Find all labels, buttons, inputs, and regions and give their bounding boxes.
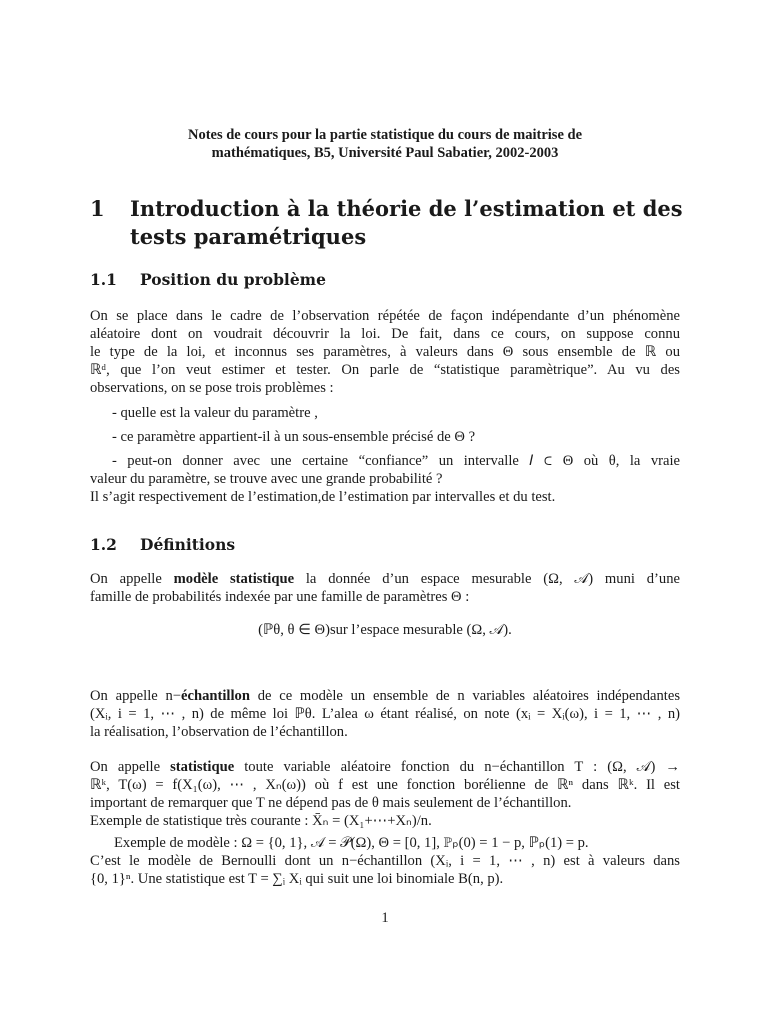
definition-statistique xyxy=(90,758,680,830)
section-1-2-title: Définitions xyxy=(140,535,236,554)
term-echantillon: échantillon xyxy=(181,688,250,704)
definition-model xyxy=(90,570,680,606)
model-example-line-1: Exemple de modèle : Ω = {0, 1}, 𝒜 = 𝒫(Ω), Θ = [0, 1], ℙₚ(0) = 1 − p, ℙₚ(1) = p. xyxy=(114,835,589,851)
page-number: 1 xyxy=(381,910,389,926)
section-1-1-number: 1.1 xyxy=(90,270,117,289)
text-fragment: de ce modèle un ensemble de n variables aléatoires indépendantes xyxy=(249,688,680,704)
definition-statistique-line-3: important de remarquer que T ne dépend pas de θ mais seulement de l’échantillon. xyxy=(90,795,572,811)
definition-echantillon-line-1 xyxy=(90,687,680,705)
paragraph-line: On se place dans le cadre de l’observation répétée de façon indépendante d’un phénomène xyxy=(90,308,680,324)
paragraph-line: aléatoire dont on voudrait découvrir la loi. De fait, dans ce cours, on suppose connu xyxy=(90,326,680,342)
summary-line: Il s’agit respectivement de l’estimation,de l’estimation par intervalles et du test. xyxy=(90,489,556,505)
document-header xyxy=(90,126,680,162)
model-example-line-3: {0, 1}ⁿ. Une statistique est T = ∑ᵢ Xᵢ qui suit une loi binomiale B(n, p). xyxy=(90,871,504,887)
section-1-1-title: Position du problème xyxy=(140,270,326,289)
model-example xyxy=(90,834,680,888)
section-1-2-number: 1.2 xyxy=(90,535,117,554)
display-equation: (ℙθ, θ ∈ Θ)sur l’espace mesurable (Ω, 𝒜). xyxy=(258,622,512,638)
problem-item-2: - ce paramètre appartient-il à un sous-ensemble précisé de Θ ? xyxy=(112,429,476,445)
text-fragment: toute variable aléatoire fonction du n−échantillon T : (Ω, 𝒜) → xyxy=(234,759,681,775)
model-example-line-2: C’est le modèle de Bernoulli dont un n−échantillon (Xᵢ, i = 1, ⋯ , n) est à valeurs dans xyxy=(90,853,680,869)
problem-item-1: - quelle est la valeur du paramètre , xyxy=(112,405,318,421)
problem-item-3-line-2: valeur du paramètre, se trouve avec une grande probabilité ? xyxy=(90,471,443,487)
term-modele-statistique: modèle statistique xyxy=(173,571,295,587)
section-1-number: 1 xyxy=(90,196,105,221)
text-fragment: la donnée d’un espace mesurable (Ω, 𝒜) muni d’une xyxy=(294,571,680,587)
text-fragment: On appelle n− xyxy=(90,688,182,704)
header-line-1: Notes de cours pour la partie statistique du cours de maitrise de xyxy=(187,127,583,143)
header-line-2: mathématiques, B5, Université Paul Sabatier, 2002-2003 xyxy=(211,145,559,161)
paragraph-line: le type de la loi, et inconnus ses paramètres, à valeurs dans Θ sous ensemble de ℝ ou xyxy=(90,344,680,360)
problem-item-3 xyxy=(90,452,680,506)
paragraph-line: ℝᵈ, que l’on veut estimer et tester. On parle de “statistique paramètrique”. Au vu des xyxy=(90,362,680,378)
definition-statistique-line-4: Exemple de statistique très courante : X̄ₙ = (X₁+⋯+Xₙ)/n. xyxy=(90,813,432,829)
definition-statistique-line-1 xyxy=(90,758,680,776)
definition-echantillon xyxy=(90,687,680,741)
definition-echantillon-line-3: la réalisation, l’observation de l’échantillon. xyxy=(90,724,348,740)
definition-statistique-line-2: ℝᵏ, T(ω) = f(X₁(ω), ⋯ , Xₙ(ω)) où f est une fonction borélienne de ℝⁿ dans ℝᵏ. Il est xyxy=(90,777,680,793)
definition-echantillon-line-2: (Xᵢ, i = 1, ⋯ , n) de même loi ℙθ. L’alea ω étant réalisé, on note (xᵢ = Xᵢ(ω), i = 1, ⋯ , n) xyxy=(90,706,680,722)
definition-model-line-1 xyxy=(90,570,680,588)
paragraph-line: observations, on se pose trois problèmes : xyxy=(90,380,334,396)
text-fragment: On appelle xyxy=(90,759,171,775)
term-statistique: statistique xyxy=(170,759,235,775)
text-fragment: On appelle xyxy=(90,571,174,587)
section-1-1-paragraph xyxy=(90,307,680,397)
problem-item-3-line-1: - peut-on donner avec une certaine “confiance” un intervalle 𝐼 ⊂ Θ où θ, la vraie xyxy=(112,453,680,469)
section-1-title: Introduction à la théorie de l’estimation et des tests paramétriques xyxy=(130,196,683,249)
definition-model-line-2: famille de probabilités indexée par une famille de paramètres Θ : xyxy=(90,589,470,605)
